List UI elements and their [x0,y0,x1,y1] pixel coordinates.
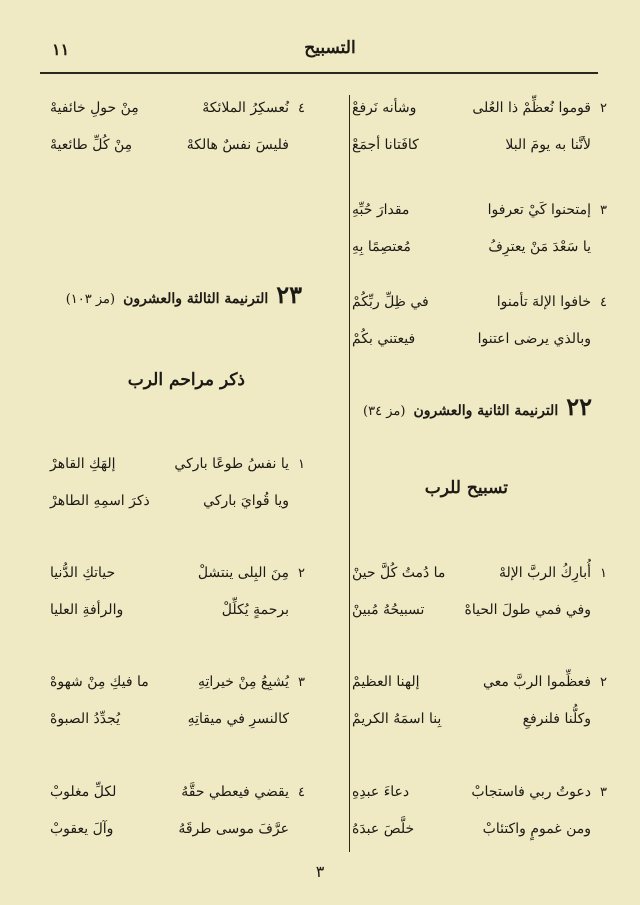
hemistich: إلهنا العظيمْ [352,674,420,690]
verse-line [352,90,607,127]
stanza [50,774,305,847]
verse-line [50,774,305,811]
hemistich: مِنَ البِلى ينتشلْ [197,565,289,581]
verse-line [352,127,607,163]
hemistich: دعوتُ ربي فاستجابْ [471,784,591,800]
hymn-number: ٢٣ [276,280,302,309]
hemistich: نُعسكِرُ الملائكهْ [202,100,289,116]
hemistich: وفي فمي طولَ الحياهْ [464,602,591,618]
verse-line [352,774,607,811]
hemistich: وشأنه نَرفعْ [352,100,417,116]
hemistich: يقضي فيعطي حقَّهُ [181,784,289,800]
hemistich: ما فيكِ مِنْ شهوهْ [50,674,149,690]
psalm-reference: (مز ١٠٣) [65,292,116,307]
hemistich: برحمةٍ يُكلِّلْ [221,602,289,618]
hemistich: لأنَّنا به يومَ البلا [505,137,591,153]
verse-line [50,592,305,628]
verse-line [352,284,607,321]
verse-line [352,192,607,229]
hemistich: في ظِلِّ ربِّكُمْ [352,294,429,310]
hymn-heading [66,280,302,309]
stanza [352,664,607,737]
verse-line [50,446,305,483]
hymn-title: الترنيمة الثانية والعشرون [413,403,559,419]
stanza [352,192,607,265]
verse-number: ٣ [298,675,305,690]
hemistich: يُجدِّدُ الصبوهْ [50,711,121,727]
hemistich: ذكرَ اسمِهِ الطاهرْ [50,493,150,509]
verse-number: ٢ [600,101,607,116]
hemistich: وآلَ يعقوبْ [50,821,114,837]
header-rule [40,72,598,74]
verse-line [50,555,305,592]
verse-number: ٤ [298,101,305,116]
hymn-title: الترنيمة الثالثة والعشرون [123,291,269,307]
hemistich: يا سَعْدَ مَنْ يعترِفُ [488,239,591,255]
verse-number: ٢ [600,675,607,690]
verse-line [352,664,607,701]
psalm-reference: (مز ٣٤) [363,404,406,419]
verse-line [50,127,305,163]
hemistich: إمتحنوا كَيْ تعرفوا [487,202,591,218]
verse-line [50,811,305,847]
signature-mark: ٣ [315,862,325,881]
hymn-number: ٢٢ [566,392,592,421]
column-divider [349,95,350,852]
stanza [352,284,607,357]
stanza [50,555,305,628]
verse-line [50,483,305,519]
hemistich: أُبارِكُ الربَّ الإلهْ [499,565,591,581]
hemistich: مقدارَ حُبِّهِ [352,202,410,218]
hemistich: يا نفسُ طوعًا باركي [174,456,289,472]
hemistich: ما دُمتُ كُلَّ حينْ [352,565,446,581]
stanza [50,90,305,163]
hemistich: وبالذي يرضى اعتنوا [477,331,591,347]
hemistich: فعظِّموا الربَّ معي [482,674,591,690]
verse-number: ٢ [298,566,305,581]
verse-line [50,664,305,701]
hemistich: إلهَكِ القاهرْ [50,456,116,472]
hemistich: مِنْ كُلِّ طائعيهْ [50,137,133,153]
hemistich: حياتكِ الدُّنيا [50,565,116,581]
hemistich: وكلُّنا فلنرفعِ [522,711,591,727]
hemistich: كافَتانا أجمَعْ [352,137,419,153]
stanza [352,90,607,163]
hemistich: مُعتصِمًا بِهِ [352,239,411,255]
verse-number: ٤ [298,785,305,800]
stanza [352,555,607,628]
hemistich: كالنسرِ في ميقاتِهِ [187,711,289,727]
verse-number: ١ [600,566,607,581]
verse-line [50,90,305,127]
verse-line [352,555,607,592]
verse-line [352,811,607,847]
verse-line [352,701,607,737]
stanza [352,774,607,847]
verse-number: ٣ [600,785,607,800]
verse-line [352,321,607,357]
hemistich: لكلِّ مغلوبْ [50,784,117,800]
stanza [50,664,305,737]
verse-line [352,229,607,265]
verse-line [50,701,305,737]
verse-number: ٣ [600,203,607,218]
verse-number: ١ [298,457,305,472]
hemistich: تسبيحُهُ مُبينْ [352,602,425,618]
page-number: ١١ [52,40,70,59]
stanza [50,446,305,519]
hemistich: فليسَ نفسٌ هالكهْ [186,137,289,153]
section-title: تسبيح للرب [424,478,508,498]
verse-number: ٤ [600,295,607,310]
hemistich: خلَّصَ عبدَهُ [352,821,415,837]
hemistich: ويا قُوايَ باركي [203,493,289,509]
hemistich: ومن غمومٍ واكتئابْ [482,821,591,837]
hemistich: دعاءَ عبدِهِ [352,784,410,800]
hemistich: فيعتني بكُمْ [352,331,416,347]
section-title: ذكر مراحم الرب [127,370,245,390]
hemistich: قوموا نُعظِّمْ ذا العُلى [472,100,591,116]
hemistich: مِنْ حولِ خائفيهْ [50,100,139,116]
hemistich: والرأفةِ العليا [50,602,124,618]
hemistich: خافوا الإلهَ تأمنوا [496,294,591,310]
hymn-heading [363,392,592,421]
verse-line [352,592,607,628]
running-header-title: التسبيح [304,38,356,58]
hemistich: يُشبِعُ مِنْ خيراتِهِ [197,674,289,690]
hemistich: بِنا اسمَهُ الكريمْ [352,711,442,727]
hemistich: عرَّفَ موسى طرقَهُ [178,821,289,837]
